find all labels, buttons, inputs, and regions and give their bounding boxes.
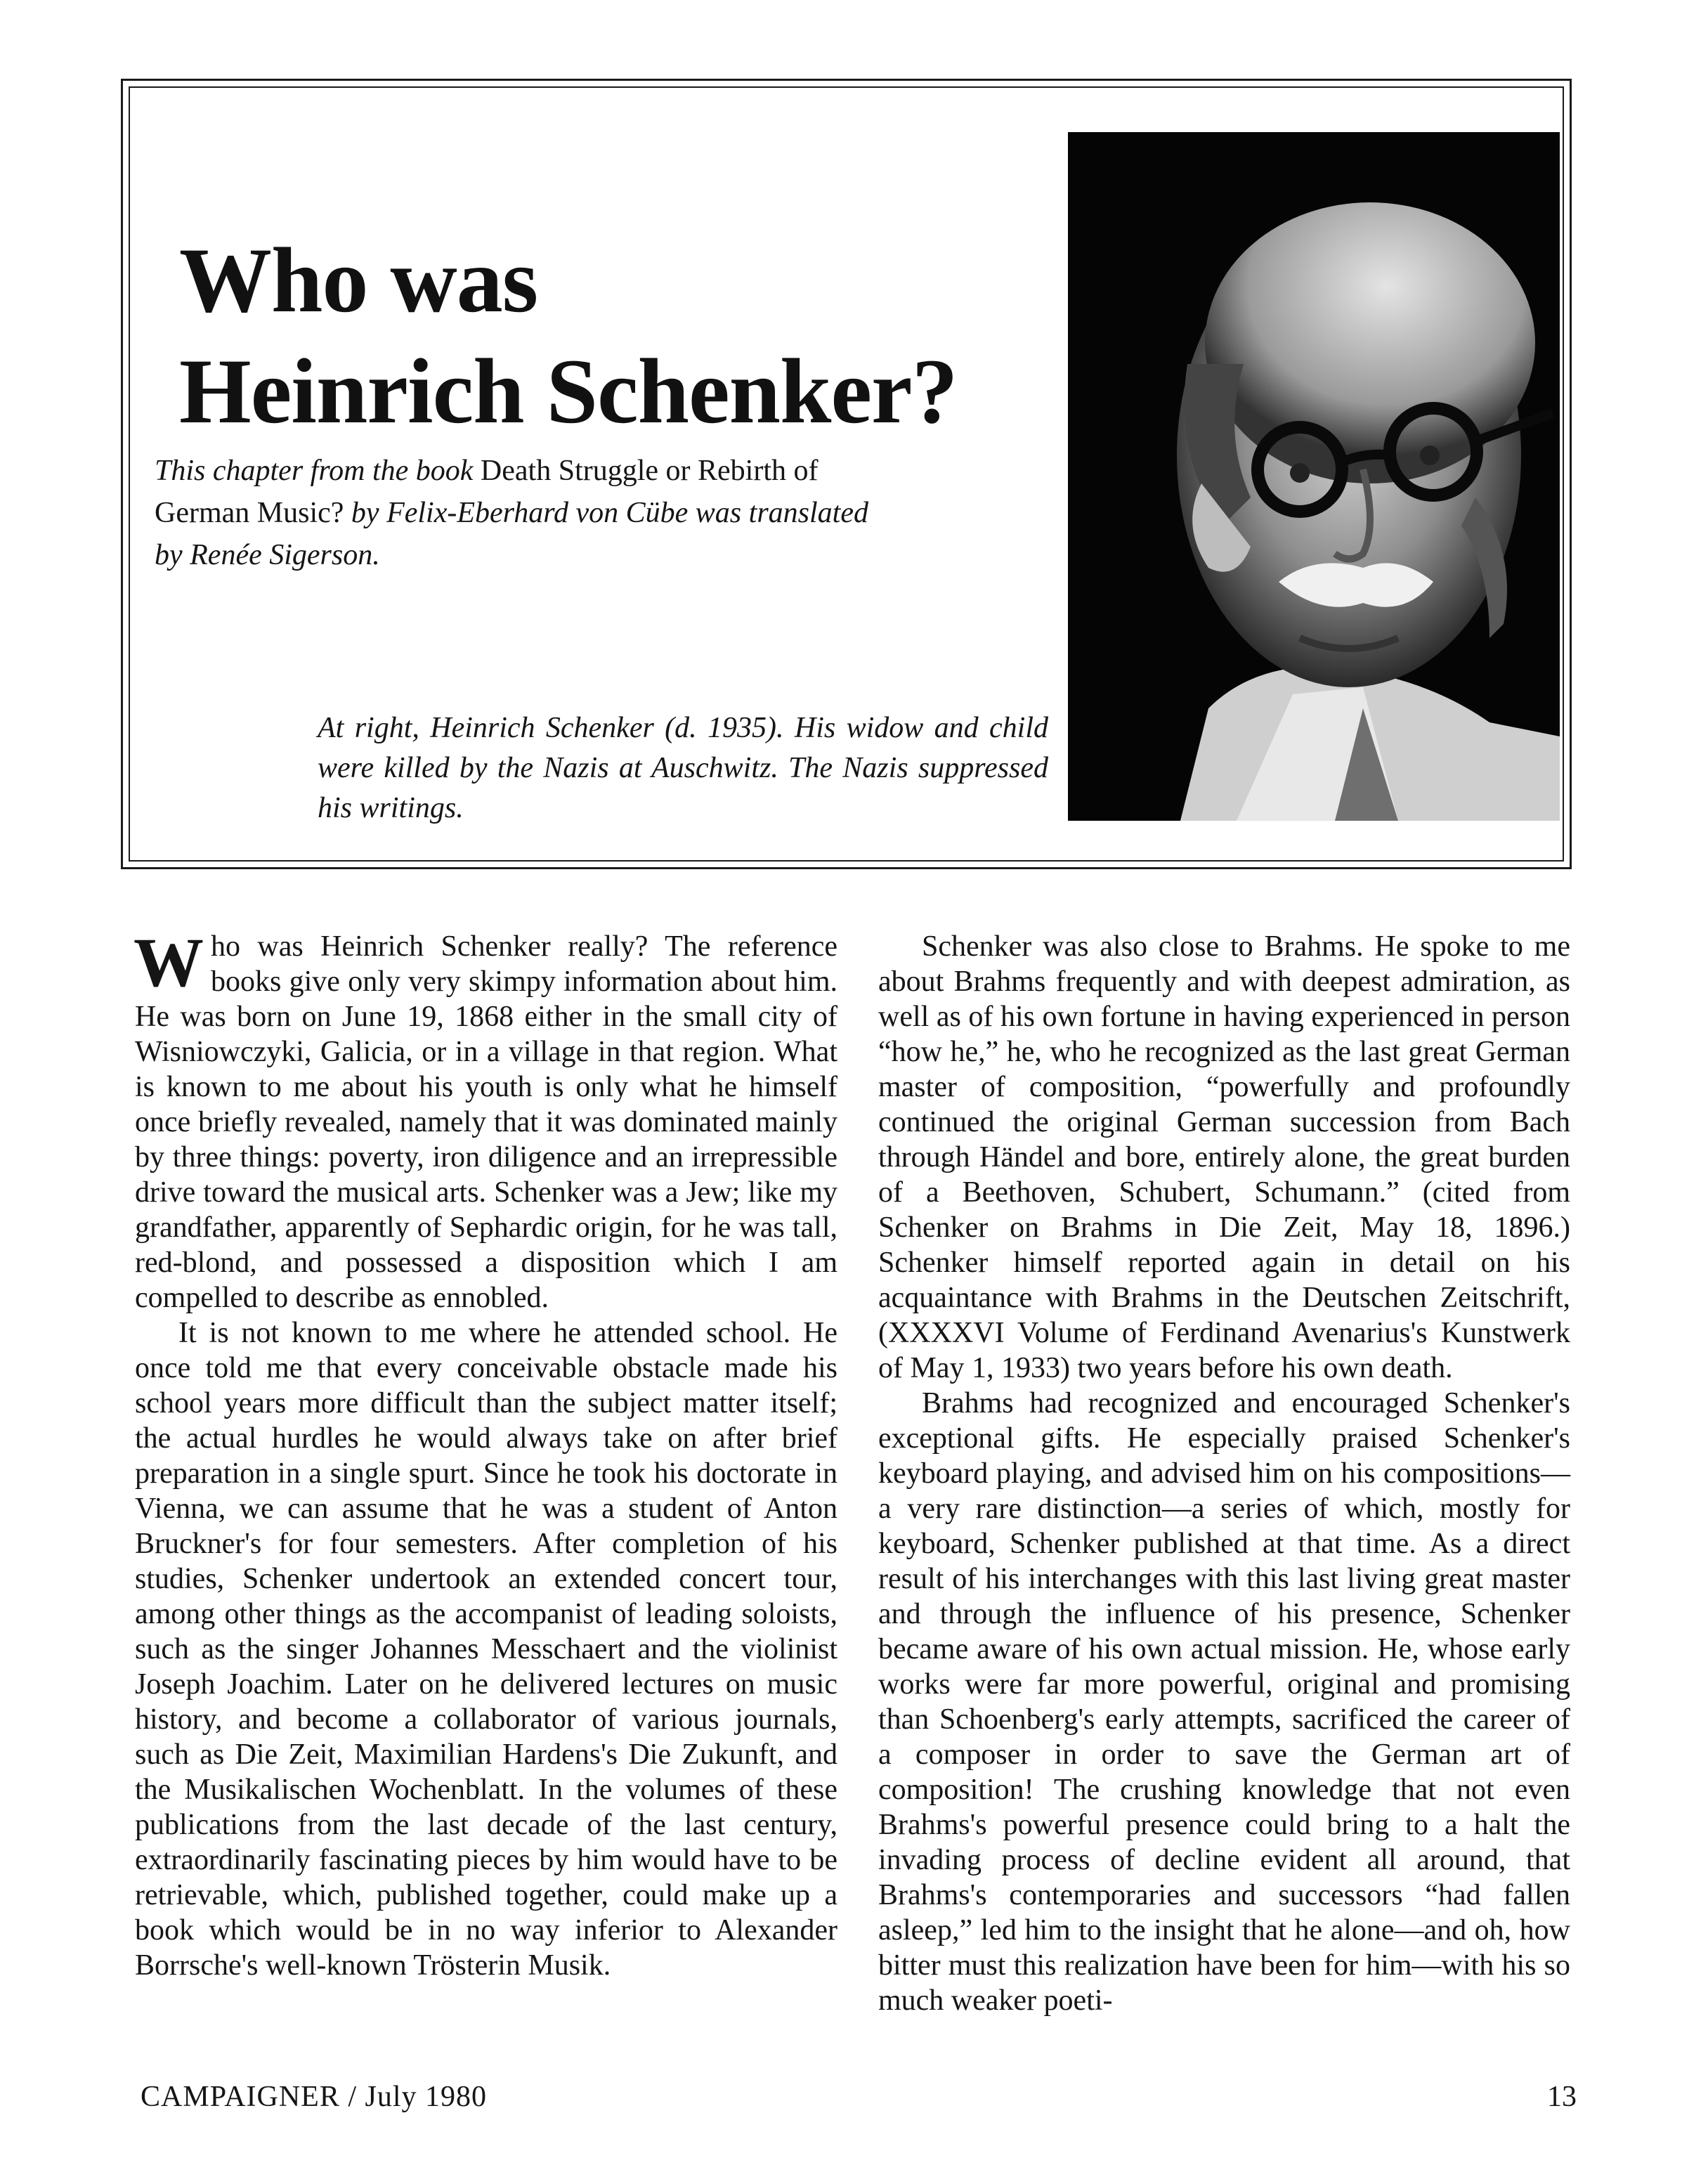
- drop-cap: W: [133, 923, 204, 1001]
- intro-part-2: by Felix-Eberhard von Cübe was translated by Renée Sigerson.: [155, 497, 868, 571]
- page-title: [179, 225, 1093, 447]
- intro-part-1: This chapter from the book: [155, 455, 474, 487]
- paragraph: [133, 923, 837, 1315]
- article-column-left: [133, 923, 837, 1983]
- paragraph: It is not known to me where he attended school. He once told me that every conceivable obstacle made his school years more difficult than the subject matter itself; the actual hurdles he would always take on after brief preparation in a single spurt. Since he took his doctorate in Vienna, we can assume that he was a student of Anton Bruckner's for four semesters. After completion of his studies, Schenker undertook an extended concert tour, among other things as the accompanist of leading soloists, such as the singer Johannes Messchaert and the violinist Joseph Joachim. Later on he delivered lectures on music history, and become a collaborator of various journals, such as Die Zeit, Maximilian Hardens's Die Zukunft, and the Musikalischen Wochenblatt. In the volumes of these publications from the last decade of the last century, extraordinarily fascinating pieces by him would have to be retrievable, which, published together, could make up a book which would be in no way inferior to Alexander Borrsche's well-known Trösterin Musik.: [135, 1317, 837, 1982]
- paragraph-text: ho was Heinrich Schenker really? The reference books give only very skimpy information about him. He was born on June 19, 1868 either in the small city of Wisniowczyki, Galicia, or in a village in that region. What is known to me about his youth is only what he himself once briefly revealed, namely that it was dominated mainly by three things: poverty, iron diligence and an irrepressible drive toward the musical arts. Schenker was a Jew; like my grandfather, apparently of Sephardic origin, for he was tall, red-blond, and possessed a disposition which I am compelled to describe as ennobled.: [135, 930, 837, 1314]
- paragraph: Schenker was also close to Brahms. He spoke to me about Brahms frequently and with deepest admiration, as well as of his own fortune in having experienced in person “how he,” he, who he recognized as the last great German master of composition, “powerfully and profoundly continued the original German succession from Bach through Händel and bore, entirely alone, the great burden of a Beethoven, Schubert, Schumann.” (cited from Schenker on Brahms in Die Zeit, May 18, 1896.) Schenker himself reported again in detail on his acquaintance with Brahms in the Deutschen Zeitschrift, (XXXXVI Volume of Ferdinand Avenarius's Kunstwerk of May 1, 1933) two years before his own death.: [878, 930, 1570, 1384]
- intro-book-title: Death Struggle or Rebirth of German Music?: [155, 455, 819, 529]
- footer-publication: CAMPAIGNER / July 1980: [141, 2081, 488, 2113]
- page-number: 13: [1547, 2081, 1577, 2113]
- title-line-2: Heinrich Schenker?: [179, 339, 958, 443]
- portrait-photo: [1068, 132, 1560, 821]
- paragraph: Brahms had recognized and encouraged Schenker's exceptional gifts. He especially praised Schenker's keyboard playing, and advised him on his compositions—a very rare distinction—a series of which, mostly for keyboard, Schenker published at that time. As a direct result of his interchanges with this last living great master and through the influence of his presence, Schenker became aware of his own actual mission. He, whose early works were far more powerful, original and promising than Schoenberg's early attempts, sacrificed the career of a composer in order to save the German art of composition! The crushing knowledge that not even Brahms's powerful presence could bring to a halt the invading process of decline evident all around, that Brahms's contemporaries and successors “had fallen asleep,” led him to the insight that he alone—and oh, how bitter must this realization have been for him—with his so much weaker poeti-: [878, 1387, 1570, 2017]
- article-column-right: [878, 929, 1570, 2018]
- intro-text: [155, 450, 899, 576]
- title-line-1: Who was: [179, 228, 538, 332]
- photo-caption: At right, Heinrich Schenker (d. 1935). His widow and child were killed by the Nazis at Auschwitz. The Nazis suppressed his writings.: [318, 712, 1048, 824]
